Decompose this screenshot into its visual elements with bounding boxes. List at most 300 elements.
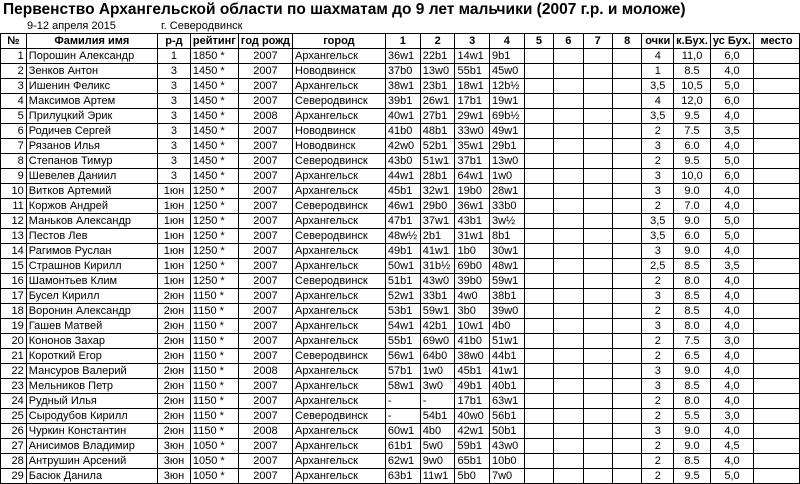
event-dates: 9-12 апреля 2015 bbox=[27, 20, 116, 32]
table-row bbox=[1, 259, 800, 274]
cell-round-6 bbox=[554, 94, 583, 109]
cell-round-8 bbox=[612, 304, 641, 319]
cell-round-8 bbox=[612, 394, 641, 409]
cell-round-2: 22b1 bbox=[420, 49, 455, 64]
cell-round-7 bbox=[583, 79, 612, 94]
cell-city: Северодвинск bbox=[293, 154, 386, 169]
cell-round-8 bbox=[612, 439, 641, 454]
cell-buchholz: 6.0 bbox=[674, 229, 711, 244]
cell-round-3: 4w0 bbox=[455, 289, 490, 304]
cell-round-3: 39b0 bbox=[455, 274, 490, 289]
cell-round-6 bbox=[554, 454, 583, 469]
cell-cut-buchholz: 4,0 bbox=[710, 394, 753, 409]
cell-cut-buchholz: 5,0 bbox=[710, 229, 753, 244]
header-cell: 2 bbox=[420, 34, 455, 49]
cell-birth-year: 2007 bbox=[238, 199, 292, 214]
header-row bbox=[1, 34, 800, 49]
cell-name: Шевелев Даниил bbox=[26, 169, 157, 184]
cell-name: Чуркин Константин bbox=[26, 424, 157, 439]
cell-round-6 bbox=[554, 79, 583, 94]
cell-name: Прилуцкий Эрик bbox=[26, 109, 157, 124]
cell-birth-year: 2007 bbox=[238, 259, 292, 274]
cell-points: 2,5 bbox=[642, 259, 674, 274]
cell-name: Максимов Артем bbox=[26, 94, 157, 109]
cell-points: 3 bbox=[642, 289, 674, 304]
cell-round-3: 3b0 bbox=[455, 304, 490, 319]
cell-points: 2 bbox=[642, 439, 674, 454]
cell-birth-year: 2008 bbox=[238, 424, 292, 439]
cell-place bbox=[754, 319, 800, 334]
cell-round-7 bbox=[583, 319, 612, 334]
cell-place bbox=[754, 424, 800, 439]
cell-rank: 2юн bbox=[157, 424, 190, 439]
cell-round-8 bbox=[612, 124, 641, 139]
cell-number: 22 bbox=[1, 364, 27, 379]
cell-name: Родичев Сергей bbox=[26, 124, 157, 139]
cell-round-2: 51w1 bbox=[420, 154, 455, 169]
cell-cut-buchholz: 4,0 bbox=[710, 184, 753, 199]
cell-round-7 bbox=[583, 394, 612, 409]
table-row bbox=[1, 469, 800, 484]
cell-name: Гашев Матвей bbox=[26, 319, 157, 334]
cell-round-4: 38b1 bbox=[490, 289, 525, 304]
cell-name: Рудный Илья bbox=[26, 394, 157, 409]
cell-round-1: 63b1 bbox=[385, 469, 420, 484]
cell-number: 5 bbox=[1, 109, 27, 124]
cell-place bbox=[754, 79, 800, 94]
cell-round-7 bbox=[583, 244, 612, 259]
cell-city: Архангельск bbox=[293, 379, 386, 394]
header-cell: 6 bbox=[554, 34, 583, 49]
table-row bbox=[1, 424, 800, 439]
header-cell: год рожд bbox=[238, 34, 292, 49]
cell-place bbox=[754, 379, 800, 394]
cell-name: Воронин Александр bbox=[26, 304, 157, 319]
cell-round-4: 56b1 bbox=[490, 409, 525, 424]
cell-points: 2 bbox=[642, 409, 674, 424]
cell-points: 2 bbox=[642, 349, 674, 364]
cell-birth-year: 2008 bbox=[238, 109, 292, 124]
cell-city: Архангельск bbox=[293, 169, 386, 184]
cell-round-1: 38w1 bbox=[385, 79, 420, 94]
cell-round-5 bbox=[524, 469, 553, 484]
cell-place bbox=[754, 394, 800, 409]
cell-buchholz: 9.5 bbox=[674, 469, 711, 484]
cell-rating: 1450 * bbox=[190, 109, 238, 124]
cell-city: Архангельск bbox=[293, 454, 386, 469]
cell-round-2: 33b1 bbox=[420, 289, 455, 304]
cell-place bbox=[754, 304, 800, 319]
cell-round-5 bbox=[524, 229, 553, 244]
cell-round-6 bbox=[554, 289, 583, 304]
cell-round-1: 51b1 bbox=[385, 274, 420, 289]
cell-round-4: 19w1 bbox=[490, 94, 525, 109]
cell-place bbox=[754, 244, 800, 259]
cell-round-8 bbox=[612, 169, 641, 184]
page-title: Первенство Архангельской области по шахматам до 9 лет мальчики (2007 г.р. и моложе) bbox=[3, 1, 686, 18]
cell-rank: 1юн bbox=[157, 274, 190, 289]
cell-number: 23 bbox=[1, 379, 27, 394]
cell-round-1: 52w1 bbox=[385, 289, 420, 304]
cell-round-3: 17b1 bbox=[455, 94, 490, 109]
cell-round-7 bbox=[583, 49, 612, 64]
cell-round-1: 50w1 bbox=[385, 259, 420, 274]
cell-rating: 1250 * bbox=[190, 214, 238, 229]
cell-round-3: 40w0 bbox=[455, 409, 490, 424]
cell-round-8 bbox=[612, 274, 641, 289]
cell-birth-year: 2007 bbox=[238, 64, 292, 79]
cell-round-2: 5w0 bbox=[420, 439, 455, 454]
cell-cut-buchholz: 6,0 bbox=[710, 169, 753, 184]
cell-rating: 1450 * bbox=[190, 94, 238, 109]
cell-round-3: 14w1 bbox=[455, 49, 490, 64]
table-row bbox=[1, 154, 800, 169]
cell-place bbox=[754, 469, 800, 484]
cell-round-4: 29b1 bbox=[490, 139, 525, 154]
cell-round-6 bbox=[554, 469, 583, 484]
cell-points: 2 bbox=[642, 304, 674, 319]
cell-round-8 bbox=[612, 49, 641, 64]
cell-round-6 bbox=[554, 229, 583, 244]
cell-buchholz: 9.5 bbox=[674, 109, 711, 124]
cell-cut-buchholz: 6,0 bbox=[710, 94, 753, 109]
cell-round-8 bbox=[612, 259, 641, 274]
cell-round-4: 39w0 bbox=[490, 304, 525, 319]
cell-number: 9 bbox=[1, 169, 27, 184]
cell-round-8 bbox=[612, 199, 641, 214]
table-row bbox=[1, 319, 800, 334]
cell-rating: 1150 * bbox=[190, 289, 238, 304]
cell-name: Пестов Лев bbox=[26, 229, 157, 244]
cell-place bbox=[754, 184, 800, 199]
table-row bbox=[1, 394, 800, 409]
cell-round-6 bbox=[554, 49, 583, 64]
header-cell: Фамилия имя bbox=[26, 34, 157, 49]
cell-buchholz: 9.0 bbox=[674, 184, 711, 199]
cell-round-2: 3w0 bbox=[420, 379, 455, 394]
table-row bbox=[1, 409, 800, 424]
cell-round-3: 29w1 bbox=[455, 109, 490, 124]
cell-buchholz: 9.0 bbox=[674, 364, 711, 379]
table-row bbox=[1, 274, 800, 289]
cell-city: Архангельск bbox=[293, 394, 386, 409]
header-cell: очки bbox=[642, 34, 674, 49]
table-row bbox=[1, 214, 800, 229]
cell-city: Северодвинск bbox=[293, 349, 386, 364]
cell-name: Витков Артемий bbox=[26, 184, 157, 199]
table-row bbox=[1, 184, 800, 199]
cell-round-4: 50b1 bbox=[490, 424, 525, 439]
cell-city: Архангельск bbox=[293, 439, 386, 454]
cell-round-7 bbox=[583, 289, 612, 304]
cell-name: Бусел Кирилл bbox=[26, 289, 157, 304]
cell-rank: 3юн bbox=[157, 469, 190, 484]
cell-round-2: 64b0 bbox=[420, 349, 455, 364]
cell-round-7 bbox=[583, 439, 612, 454]
cell-round-1: 48w½ bbox=[385, 229, 420, 244]
cell-round-1: - bbox=[385, 394, 420, 409]
table-row bbox=[1, 94, 800, 109]
cell-rating: 1250 * bbox=[190, 229, 238, 244]
cell-round-5 bbox=[524, 49, 553, 64]
cell-round-3: 18w1 bbox=[455, 79, 490, 94]
cell-birth-year: 2007 bbox=[238, 124, 292, 139]
cell-city: Северодвинск bbox=[293, 409, 386, 424]
header-cell: рейтинг bbox=[190, 34, 238, 49]
cell-buchholz: 9.0 bbox=[674, 244, 711, 259]
cell-place bbox=[754, 439, 800, 454]
table-row bbox=[1, 364, 800, 379]
cell-number: 20 bbox=[1, 334, 27, 349]
table-row bbox=[1, 229, 800, 244]
cell-buchholz: 9.0 bbox=[674, 214, 711, 229]
cell-round-5 bbox=[524, 79, 553, 94]
header-cell: ус Бух. bbox=[710, 34, 753, 49]
cell-rank: 1юн bbox=[157, 244, 190, 259]
cell-points: 3,5 bbox=[642, 214, 674, 229]
cell-name: Маньков Александр bbox=[26, 214, 157, 229]
cell-buchholz: 8.5 bbox=[674, 379, 711, 394]
cell-points: 3 bbox=[642, 379, 674, 394]
cell-points: 3 bbox=[642, 319, 674, 334]
table-row bbox=[1, 49, 800, 64]
cell-birth-year: 2007 bbox=[238, 184, 292, 199]
cell-rank: 3 bbox=[157, 79, 190, 94]
cell-rating: 1850 * bbox=[190, 49, 238, 64]
cell-rank: 3 bbox=[157, 109, 190, 124]
cell-round-3: 65b1 bbox=[455, 454, 490, 469]
cell-round-6 bbox=[554, 109, 583, 124]
cell-buchholz: 8.0 bbox=[674, 319, 711, 334]
cell-name: Мельников Петр bbox=[26, 379, 157, 394]
cell-place bbox=[754, 199, 800, 214]
table-row bbox=[1, 454, 800, 469]
cell-birth-year: 2007 bbox=[238, 229, 292, 244]
cell-round-4: 44b1 bbox=[490, 349, 525, 364]
cell-round-3: 17b1 bbox=[455, 394, 490, 409]
cell-round-6 bbox=[554, 139, 583, 154]
cell-round-8 bbox=[612, 184, 641, 199]
table-row bbox=[1, 439, 800, 454]
cell-round-7 bbox=[583, 229, 612, 244]
cell-place bbox=[754, 259, 800, 274]
cell-cut-buchholz: 4,0 bbox=[710, 289, 753, 304]
cell-number: 25 bbox=[1, 409, 27, 424]
cell-round-7 bbox=[583, 154, 612, 169]
cell-round-3: 43b1 bbox=[455, 214, 490, 229]
cell-round-2: 42b1 bbox=[420, 319, 455, 334]
cell-round-1: 53b1 bbox=[385, 304, 420, 319]
cell-place bbox=[754, 124, 800, 139]
header-cell: № bbox=[1, 34, 27, 49]
cell-number: 27 bbox=[1, 439, 27, 454]
cell-cut-buchholz: 4,0 bbox=[710, 244, 753, 259]
cell-round-6 bbox=[554, 379, 583, 394]
cell-points: 2 bbox=[642, 154, 674, 169]
cell-number: 21 bbox=[1, 349, 27, 364]
cell-round-1: 58w1 bbox=[385, 379, 420, 394]
cell-name: Степанов Тимур bbox=[26, 154, 157, 169]
cell-buchholz: 9.5 bbox=[674, 154, 711, 169]
cell-round-6 bbox=[554, 364, 583, 379]
header-cell: р-д bbox=[157, 34, 190, 49]
cell-round-4: 30w1 bbox=[490, 244, 525, 259]
cell-city: Архангельск bbox=[293, 109, 386, 124]
cell-round-1: 57b1 bbox=[385, 364, 420, 379]
cell-round-4: 48w1 bbox=[490, 259, 525, 274]
cell-round-6 bbox=[554, 409, 583, 424]
cell-round-5 bbox=[524, 199, 553, 214]
cell-round-8 bbox=[612, 424, 641, 439]
cell-rank: 1юн bbox=[157, 259, 190, 274]
header-cell: 3 bbox=[455, 34, 490, 49]
cell-round-7 bbox=[583, 274, 612, 289]
cell-points: 2 bbox=[642, 469, 674, 484]
cell-round-2: 69w0 bbox=[420, 334, 455, 349]
cell-round-7 bbox=[583, 364, 612, 379]
cell-round-6 bbox=[554, 244, 583, 259]
cell-round-2: 23b1 bbox=[420, 79, 455, 94]
cell-rating: 1150 * bbox=[190, 394, 238, 409]
cell-round-4: 51w1 bbox=[490, 334, 525, 349]
cell-birth-year: 2007 bbox=[238, 469, 292, 484]
cell-city: Архангельск bbox=[293, 469, 386, 484]
cell-rank: 3юн bbox=[157, 454, 190, 469]
cell-round-8 bbox=[612, 364, 641, 379]
cell-round-6 bbox=[554, 214, 583, 229]
cell-rating: 1050 * bbox=[190, 439, 238, 454]
cell-buchholz: 8.5 bbox=[674, 304, 711, 319]
cell-rating: 1150 * bbox=[190, 349, 238, 364]
cell-points: 3 bbox=[642, 169, 674, 184]
cell-round-1: 36w1 bbox=[385, 49, 420, 64]
cell-round-1: 60w1 bbox=[385, 424, 420, 439]
cell-round-7 bbox=[583, 454, 612, 469]
cell-round-4: 59w1 bbox=[490, 274, 525, 289]
cell-round-5 bbox=[524, 169, 553, 184]
cell-name: Кононов Захар bbox=[26, 334, 157, 349]
cell-round-8 bbox=[612, 454, 641, 469]
cell-rank: 2юн bbox=[157, 304, 190, 319]
cell-rank: 1юн bbox=[157, 184, 190, 199]
cell-rank: 1 bbox=[157, 49, 190, 64]
cell-round-5 bbox=[524, 409, 553, 424]
cell-round-8 bbox=[612, 334, 641, 349]
cell-place bbox=[754, 154, 800, 169]
header-cell: 1 bbox=[385, 34, 420, 49]
cell-number: 13 bbox=[1, 229, 27, 244]
cell-round-2: 2b1 bbox=[420, 229, 455, 244]
cell-name: Шамонтьев Клим bbox=[26, 274, 157, 289]
cell-round-3: 37b1 bbox=[455, 154, 490, 169]
cell-round-3: 38w0 bbox=[455, 349, 490, 364]
cell-round-8 bbox=[612, 79, 641, 94]
cell-round-7 bbox=[583, 139, 612, 154]
cell-buchholz: 8.5 bbox=[674, 259, 711, 274]
cell-rating: 1250 * bbox=[190, 244, 238, 259]
cell-round-6 bbox=[554, 439, 583, 454]
cell-buchholz: 8.0 bbox=[674, 394, 711, 409]
cell-cut-buchholz: 3,5 bbox=[710, 124, 753, 139]
cell-city: Архангельск bbox=[293, 79, 386, 94]
cell-points: 2 bbox=[642, 199, 674, 214]
cell-round-7 bbox=[583, 214, 612, 229]
cell-buchholz: 7.0 bbox=[674, 199, 711, 214]
cell-place bbox=[754, 49, 800, 64]
cell-round-5 bbox=[524, 394, 553, 409]
cell-number: 14 bbox=[1, 244, 27, 259]
cell-round-2: 54b1 bbox=[420, 409, 455, 424]
cell-round-1: 41b0 bbox=[385, 124, 420, 139]
cell-round-7 bbox=[583, 109, 612, 124]
cell-place bbox=[754, 289, 800, 304]
cell-points: 3 bbox=[642, 184, 674, 199]
cell-round-1: 49b1 bbox=[385, 244, 420, 259]
cell-round-4: 12b½ bbox=[490, 79, 525, 94]
cell-round-5 bbox=[524, 439, 553, 454]
cell-round-6 bbox=[554, 199, 583, 214]
cell-buchholz: 11,0 bbox=[674, 49, 711, 64]
cell-round-2: 9w0 bbox=[420, 454, 455, 469]
cell-round-3: 31w1 bbox=[455, 229, 490, 244]
cell-round-6 bbox=[554, 154, 583, 169]
cell-city: Северодвинск bbox=[293, 94, 386, 109]
cell-name: Антрушин Арсений bbox=[26, 454, 157, 469]
cell-rank: 3 bbox=[157, 154, 190, 169]
standings-table bbox=[0, 33, 800, 484]
cell-rank: 2юн bbox=[157, 349, 190, 364]
cell-points: 3,5 bbox=[642, 109, 674, 124]
cell-round-7 bbox=[583, 169, 612, 184]
event-location: г. Северодвинск bbox=[161, 20, 243, 32]
cell-rank: 2юн bbox=[157, 334, 190, 349]
cell-city: Архангельск bbox=[293, 49, 386, 64]
cell-round-1: - bbox=[385, 409, 420, 424]
cell-city: Архангельск bbox=[293, 319, 386, 334]
cell-round-1: 43b0 bbox=[385, 154, 420, 169]
cell-buchholz: 7.5 bbox=[674, 124, 711, 139]
cell-buchholz: 8.5 bbox=[674, 289, 711, 304]
cell-number: 6 bbox=[1, 124, 27, 139]
cell-round-3: 36w1 bbox=[455, 199, 490, 214]
cell-round-5 bbox=[524, 124, 553, 139]
cell-round-2: 4b0 bbox=[420, 424, 455, 439]
cell-buchholz: 9.0 bbox=[674, 439, 711, 454]
cell-round-8 bbox=[612, 94, 641, 109]
cell-round-8 bbox=[612, 244, 641, 259]
cell-round-1: 37b0 bbox=[385, 64, 420, 79]
cell-cut-buchholz: 4,0 bbox=[710, 199, 753, 214]
cell-points: 3 bbox=[642, 424, 674, 439]
cell-round-8 bbox=[612, 214, 641, 229]
cell-rank: 3 bbox=[157, 139, 190, 154]
cell-rating: 1150 * bbox=[190, 364, 238, 379]
cell-points: 3 bbox=[642, 364, 674, 379]
cell-city: Северодвинск bbox=[293, 229, 386, 244]
cell-buchholz: 8.5 bbox=[674, 454, 711, 469]
cell-round-6 bbox=[554, 304, 583, 319]
cell-birth-year: 2007 bbox=[238, 154, 292, 169]
cell-round-4: 41w1 bbox=[490, 364, 525, 379]
cell-number: 11 bbox=[1, 199, 27, 214]
cell-buchholz: 10,0 bbox=[674, 169, 711, 184]
cell-rating: 1450 * bbox=[190, 64, 238, 79]
cell-place bbox=[754, 409, 800, 424]
cell-round-5 bbox=[524, 304, 553, 319]
header-cell: 8 bbox=[612, 34, 641, 49]
cell-points: 1 bbox=[642, 64, 674, 79]
cell-round-4: 69b½ bbox=[490, 109, 525, 124]
